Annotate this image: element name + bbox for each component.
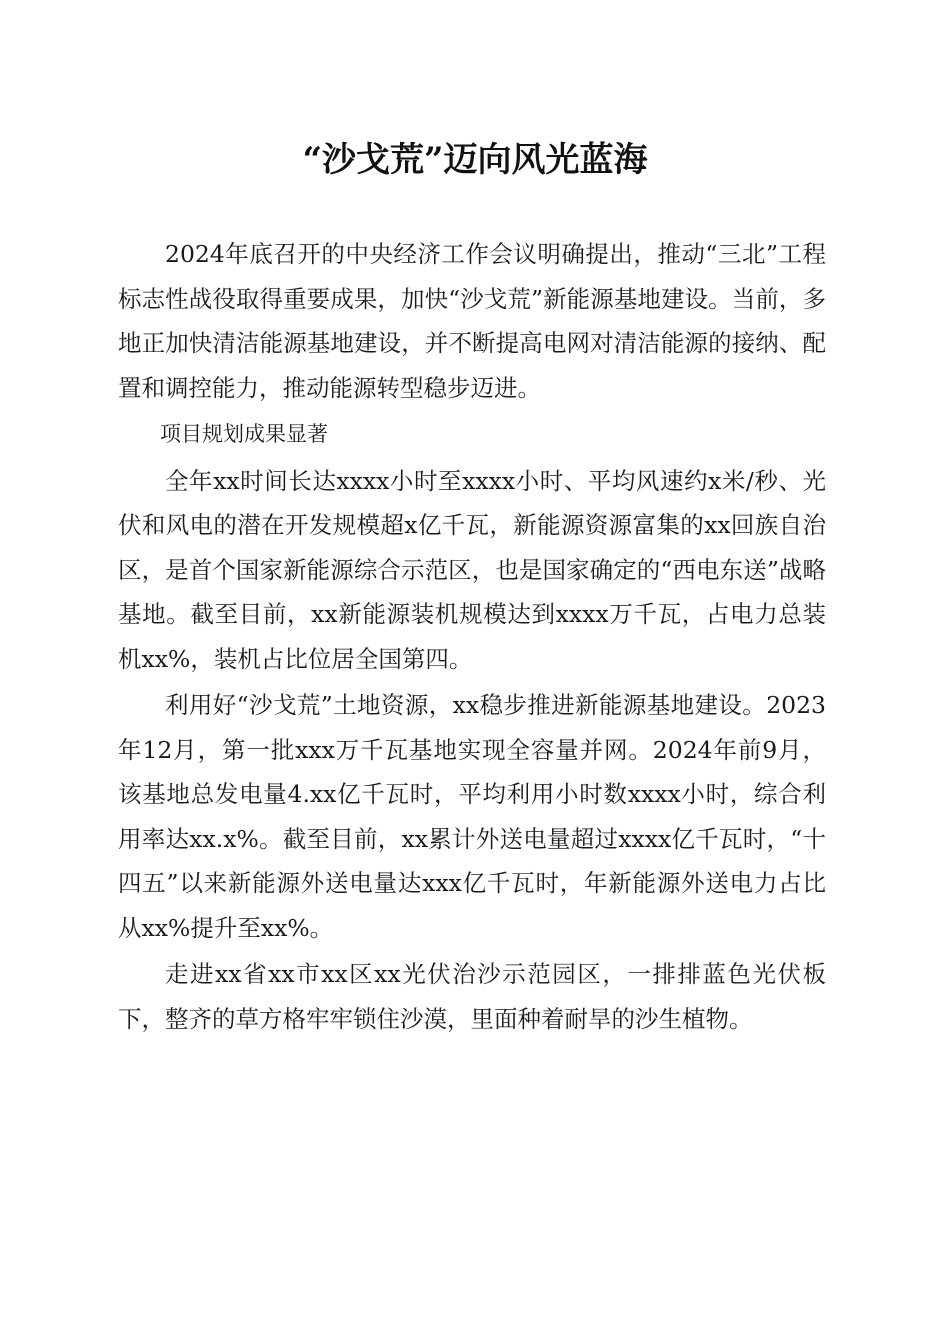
document-title: “沙戈荒”迈向风光蓝海 (302, 140, 648, 180)
paragraph-base-construction: 利用好“沙戈荒”土地资源，xx稳步推进新能源基地建设。2023年12月，第一批xxx万千瓦基地实现全容量并网。2024年前9月，该基地总发电量4.xx亿千瓦时，平均利用小时数xxxx小时，综合利用率达xx.x%。截至目前，xx累计外送电量超过xxxx亿千瓦时，“十四五”以来新能源外送电量达xxx亿千瓦时，年新能源外送电力占比从xx%提升至xx%。 (118, 691, 826, 942)
section-heading: 项目规划成果显著 (160, 422, 328, 446)
paragraph-intro: 2024年底召开的中央经济工作会议明确提出，推动“三北”工程标志性战役取得重要成果，加快“沙戈荒”新能源基地建设。当前，多地正加快清洁能源基地建设，并不断提高电网对清洁能源的接纳、配置和调控能力，推动能源转型稳步迈进。 (118, 240, 826, 402)
paragraph-resources: 全年xx时间长达xxxx小时至xxxx小时、平均风速约x米/秒、光伏和风电的潜在开发规模超x亿千瓦，新能源资源富集的xx回族自治区，是首个国家新能源综合示范区，也是国家确定的“西电东送”战略基地。截至目前，xx新能源装机规模达到xxxx万千瓦，占电力总装机xx%，装机占比位居全国第四。 (118, 466, 826, 673)
paragraph-demo-park: 走进xx省xx市xx区xx光伏治沙示范园区，一排排蓝色光伏板下，整齐的草方格牢牢锁住沙漠，里面种着耐旱的沙生植物。 (118, 960, 826, 1033)
document-body (118, 232, 826, 1043)
